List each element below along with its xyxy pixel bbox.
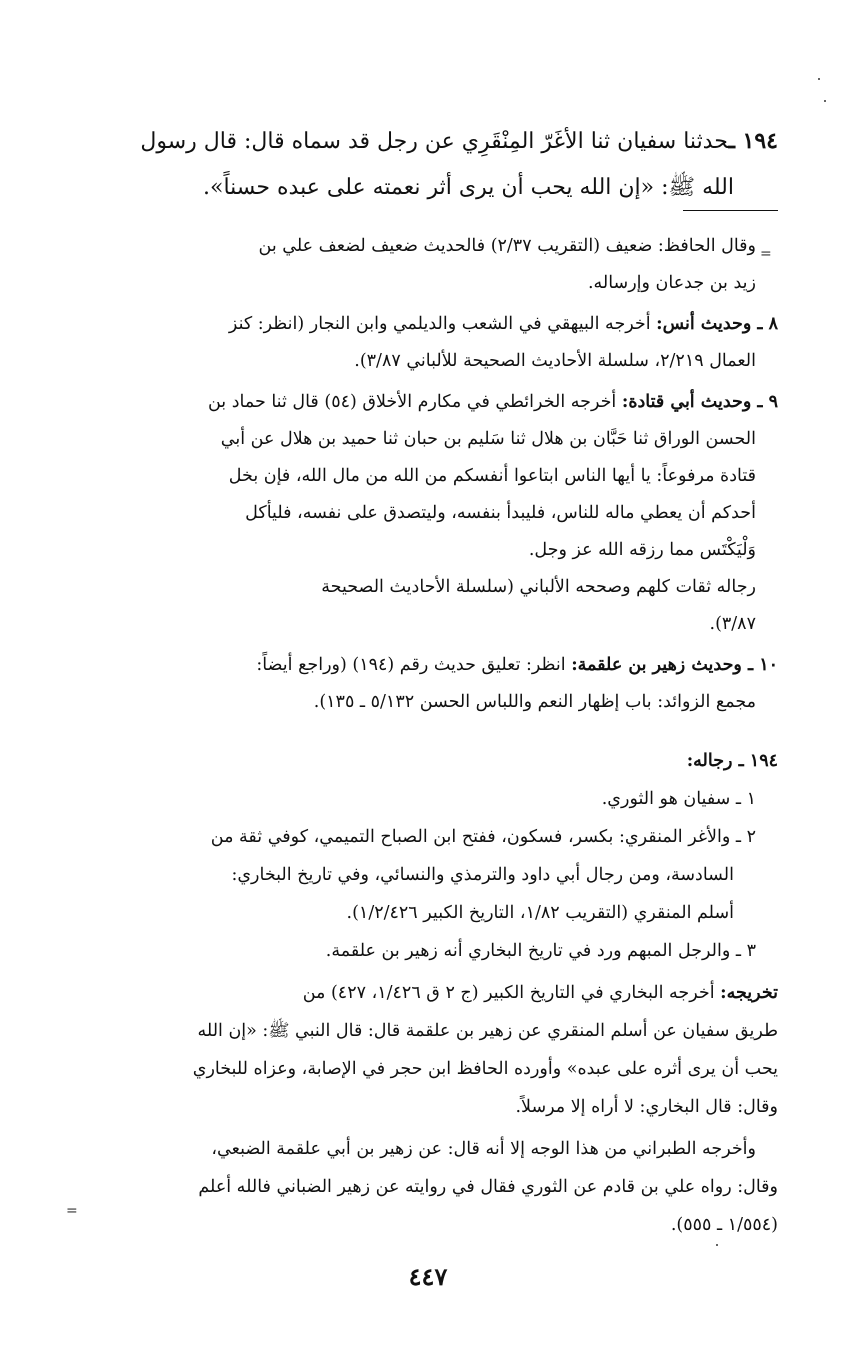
narrator-item-2-line-1: ٢ ـ والأغر المنقري: بكسر، فسكون، ففتح ابن الصباح التميمي، كوفي ثقة من [210,827,756,847]
footnote-line: ٣/٨٧). [709,614,756,634]
footnote-lead: ١٠ ـ وحديث زهير بن علقمة: [571,655,778,675]
takhrij-paragraph [78,974,778,1126]
tabarani-line-3: (١/٥٥٤ ـ ٥٥٥). [670,1215,778,1235]
footnote-lead: ٨ ـ وحديث أنس: [656,314,778,334]
hadith-number: ١٩٤ ـ [728,128,778,154]
footnote-text: أخرجه البيهقي في الشعب والديلمي وابن النجار (انظر: كنز [228,314,657,334]
footnote-line [78,384,778,421]
footnote-line [78,647,778,684]
commentary-section [78,742,778,1244]
takhrij-text: أخرجه البخاري في التاريخ الكبير (ج ٢ ق ١/٤٢٦، ٤٢٧) من [302,983,721,1003]
footnote-line: العمال ٢/٢١٩، سلسلة الأحاديث الصحيحة للألباني ٣/٨٧). [354,351,756,371]
scan-speck [716,1244,718,1246]
main-hadith-line-1 [78,118,778,165]
footnote-9 [78,384,778,643]
tabarani-paragraph [78,1130,778,1244]
footnote-line: الحسن الوراق ثنا حَبَّان بن هلال ثنا سَليم بن حبان ثنا حميد بن هلال عن أبي [220,429,756,449]
main-hadith-text [78,118,778,211]
narrator-item-3: ٣ ـ والرجل المبهم ورد في تاريخ البخاري أنه زهير بن علقمة. [325,941,756,961]
footnote-line [78,306,778,343]
footnote-7-continuation [78,228,778,302]
page-number: ٤٤٧ [408,1262,448,1291]
footnote-line: رجاله ثقات كلهم وصححه الألباني (سلسلة الأحاديث الصحيحة [321,577,756,597]
main-hadith-line-2: الله ﷺ: «إن الله يحب أن يرى أثر نعمته على عبده حسناً». [203,175,734,200]
footnote-10 [78,647,778,721]
footnote-separator [683,210,778,211]
takhrij-lead: تخريجه: [720,983,778,1003]
footnote-text: أخرجه الخرائطي في مكارم الأخلاق (٥٤) قال ثنا حماد بن [207,392,622,412]
takhrij-line-1 [78,974,778,1012]
commentary-heading: ١٩٤ ـ رجاله: [686,751,778,771]
footnote-line: وَلْيَكْتَس مما رزقه الله عز وجل. [528,540,756,560]
scan-speck [818,78,820,80]
takhrij-line-3: يحب أن يرى أثره على عبده» وأورده الحافظ ابن حجر في الإصابة، وعزاه للبخاري [192,1059,778,1079]
margin-mark-bottom: = [66,1203,78,1219]
narrator-item-2-line-2: السادسة، ومن رجال أبي داود والترمذي والنسائي، وفي تاريخ البخاري: [231,865,734,885]
narrator-item-1: ١ ـ سفيان هو الثوري. [601,789,756,809]
takhrij-line-2: طريق سفيان عن أسلم المنقري عن زهير بن علقمة قال: قال النبي ﷺ: «إن الله [197,1021,778,1041]
footnote-8 [78,306,778,380]
footnote-text: انظر: تعليق حديث رقم (١٩٤) (وراجع أيضاً: [256,655,572,675]
footnote-lead: ٩ ـ وحديث أبي قتادة: [621,392,778,412]
margin-mark-top: = [760,246,772,262]
footnote-line: وقال الحافظ: ضعيف (التقريب ٢/٣٧) فالحديث ضعيف لضعف علي بن [258,236,756,256]
scan-speck [824,100,826,102]
takhrij-line-4: وقال: قال البخاري: لا أراه إلا مرسلاً. [515,1097,778,1117]
footnote-line: زيد بن جدعان وإرساله. [587,273,756,293]
tabarani-line-2: وقال: رواه علي بن قادم عن الثوري فقال في روايته عن زهير الضباني فالله أعلم [198,1177,778,1197]
footnotes-section [78,228,778,725]
narrator-item-2-line-3: أسلم المنقري (التقريب ١/٨٢، التاريخ الكبير ١/٢/٤٢٦). [346,903,734,923]
footnote-line: أحدكم أن يعطي ماله للناس، فليبدأ بنفسه، وليتصدق على نفسه، فليأكل [245,503,756,523]
hadith-text-line-1: حدثنا سفيان ثنا الأغَرّ المِنْقَرِي عن رجل قد سماه قال: قال رسول [140,129,729,154]
footnote-line: قتادة مرفوعاً: يا أيها الناس ابتاعوا أنفسكم من الله من مال الله، فإن بخل [228,466,756,486]
footnote-line: مجمع الزوائد: باب إظهار النعم واللباس الحسن ٥/١٣٢ ـ ١٣٥). [313,692,756,712]
tabarani-line-1: وأخرجه الطبراني من هذا الوجه إلا أنه قال: عن زهير بن أبي علقمة الضبعي، [211,1139,756,1159]
